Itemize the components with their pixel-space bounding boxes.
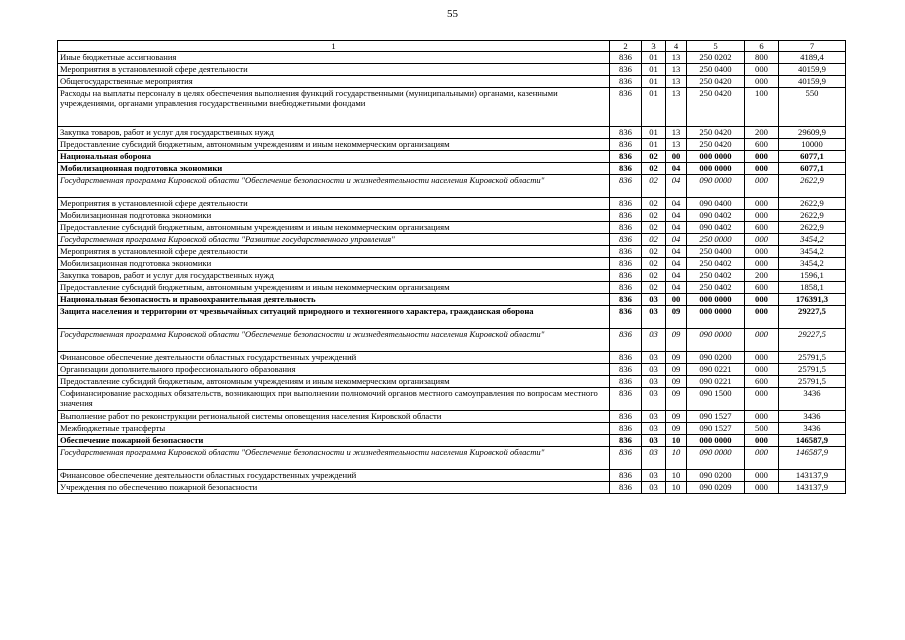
subsection-code-cell: 13 (666, 52, 687, 64)
amount-cell: 1596,1 (779, 270, 846, 282)
column-header: 5 (687, 41, 745, 52)
column-header: 2 (610, 41, 642, 52)
section-code-cell: 02 (642, 234, 666, 246)
subsection-code-cell: 09 (666, 329, 687, 352)
table-row (58, 329, 846, 352)
table-row (58, 388, 846, 411)
column-header: 1 (58, 41, 610, 52)
table-row (58, 139, 846, 151)
target-article-cell: 250 0402 (687, 270, 745, 282)
amount-cell: 3454,2 (779, 258, 846, 270)
row-name-cell: Закупка товаров, работ и услуг для государственных нужд (58, 127, 610, 139)
row-name-cell: Предоставление субсидий бюджетным, автономным учреждениям и иным некоммерческим организациям (58, 222, 610, 234)
expense-type-cell: 600 (745, 376, 779, 388)
amount-cell: 3454,2 (779, 234, 846, 246)
target-article-cell: 250 0420 (687, 76, 745, 88)
table-row (58, 482, 846, 494)
table-row (58, 64, 846, 76)
row-name-cell: Национальная безопасность и правоохранительная деятельность (58, 294, 610, 306)
amount-cell: 2622,9 (779, 210, 846, 222)
row-name-cell: Государственная программа Кировской области "Обеспечение безопасности и жизнедеятельности населения Кировской области" (58, 175, 610, 198)
admin-code-cell: 836 (610, 376, 642, 388)
expense-type-cell: 000 (745, 364, 779, 376)
subsection-code-cell: 00 (666, 294, 687, 306)
section-code-cell: 01 (642, 52, 666, 64)
amount-cell: 143137,9 (779, 482, 846, 494)
amount-cell: 25791,5 (779, 364, 846, 376)
target-article-cell: 090 0200 (687, 470, 745, 482)
expense-type-cell: 000 (745, 210, 779, 222)
target-article-cell: 250 0402 (687, 258, 745, 270)
section-code-cell: 01 (642, 88, 666, 127)
subsection-code-cell: 04 (666, 163, 687, 175)
section-code-cell: 02 (642, 270, 666, 282)
target-article-cell: 090 0402 (687, 222, 745, 234)
expense-type-cell: 000 (745, 198, 779, 210)
subsection-code-cell: 04 (666, 198, 687, 210)
section-code-cell: 03 (642, 482, 666, 494)
subsection-code-cell: 04 (666, 222, 687, 234)
amount-cell: 3454,2 (779, 246, 846, 258)
row-name-cell: Межбюджетные трансферты (58, 423, 610, 435)
admin-code-cell: 836 (610, 198, 642, 210)
amount-cell: 10000 (779, 139, 846, 151)
row-name-cell: Мобилизационная подготовка экономики (58, 210, 610, 222)
table-row (58, 423, 846, 435)
expense-type-cell: 100 (745, 88, 779, 127)
expense-type-cell: 600 (745, 139, 779, 151)
row-name-cell: Финансовое обеспечение деятельности областных государственных учреждений (58, 352, 610, 364)
target-article-cell: 250 0202 (687, 52, 745, 64)
table-row (58, 282, 846, 294)
row-name-cell: Выполнение работ по реконструкции региональной системы оповещения населения Кировской области (58, 411, 610, 423)
target-article-cell: 090 1527 (687, 411, 745, 423)
subsection-code-cell: 04 (666, 234, 687, 246)
expense-type-cell: 800 (745, 52, 779, 64)
table-row (58, 76, 846, 88)
target-article-cell: 000 0000 (687, 163, 745, 175)
table-row (58, 222, 846, 234)
amount-cell: 29609,9 (779, 127, 846, 139)
amount-cell: 176391,3 (779, 294, 846, 306)
expense-type-cell: 000 (745, 435, 779, 447)
target-article-cell: 250 0000 (687, 234, 745, 246)
subsection-code-cell: 04 (666, 270, 687, 282)
table-row (58, 163, 846, 175)
admin-code-cell: 836 (610, 64, 642, 76)
target-article-cell: 090 0000 (687, 175, 745, 198)
target-article-cell: 090 0200 (687, 352, 745, 364)
amount-cell: 146587,9 (779, 435, 846, 447)
row-name-cell: Государственная программа Кировской области "Развитие государственного управления" (58, 234, 610, 246)
subsection-code-cell: 09 (666, 364, 687, 376)
budget-table (57, 40, 846, 494)
admin-code-cell: 836 (610, 329, 642, 352)
amount-cell: 143137,9 (779, 470, 846, 482)
target-article-cell: 090 0400 (687, 198, 745, 210)
subsection-code-cell: 10 (666, 447, 687, 470)
table-row (58, 435, 846, 447)
section-code-cell: 03 (642, 423, 666, 435)
expense-type-cell: 000 (745, 294, 779, 306)
admin-code-cell: 836 (610, 423, 642, 435)
expense-type-cell: 000 (745, 246, 779, 258)
row-name-cell: Мероприятия в установленной сфере деятельности (58, 246, 610, 258)
subsection-code-cell: 09 (666, 388, 687, 411)
row-name-cell: Предоставление субсидий бюджетным, автономным учреждениям и иным некоммерческим организациям (58, 139, 610, 151)
subsection-code-cell: 09 (666, 306, 687, 329)
column-header: 3 (642, 41, 666, 52)
expense-type-cell: 000 (745, 258, 779, 270)
expense-type-cell: 000 (745, 411, 779, 423)
target-article-cell: 090 0000 (687, 447, 745, 470)
subsection-code-cell: 13 (666, 139, 687, 151)
admin-code-cell: 836 (610, 306, 642, 329)
admin-code-cell: 836 (610, 151, 642, 163)
target-article-cell: 090 0221 (687, 376, 745, 388)
section-code-cell: 03 (642, 329, 666, 352)
table-row (58, 234, 846, 246)
amount-cell: 29227,5 (779, 306, 846, 329)
admin-code-cell: 836 (610, 175, 642, 198)
subsection-code-cell: 10 (666, 470, 687, 482)
column-header: 4 (666, 41, 687, 52)
table-row (58, 470, 846, 482)
amount-cell: 4189,4 (779, 52, 846, 64)
section-code-cell: 03 (642, 306, 666, 329)
table-row (58, 127, 846, 139)
section-code-cell: 03 (642, 294, 666, 306)
subsection-code-cell: 09 (666, 423, 687, 435)
table-row (58, 258, 846, 270)
table-row (58, 198, 846, 210)
row-name-cell: Общегосударственные мероприятия (58, 76, 610, 88)
subsection-code-cell: 13 (666, 88, 687, 127)
admin-code-cell: 836 (610, 447, 642, 470)
admin-code-cell: 836 (610, 88, 642, 127)
admin-code-cell: 836 (610, 435, 642, 447)
table-row (58, 88, 846, 127)
subsection-code-cell: 13 (666, 76, 687, 88)
row-name-cell: Предоставление субсидий бюджетным, автономным учреждениям и иным некоммерческим организациям (58, 376, 610, 388)
section-code-cell: 03 (642, 470, 666, 482)
target-article-cell: 000 0000 (687, 435, 745, 447)
section-code-cell: 01 (642, 127, 666, 139)
section-code-cell: 03 (642, 376, 666, 388)
row-name-cell: Государственная программа Кировской области "Обеспечение безопасности и жизнедеятельности населения Кировской области" (58, 447, 610, 470)
admin-code-cell: 836 (610, 482, 642, 494)
expense-type-cell: 600 (745, 222, 779, 234)
target-article-cell: 000 0000 (687, 294, 745, 306)
column-header: 6 (745, 41, 779, 52)
amount-cell: 550 (779, 88, 846, 127)
admin-code-cell: 836 (610, 76, 642, 88)
column-header: 7 (779, 41, 846, 52)
subsection-code-cell: 09 (666, 352, 687, 364)
admin-code-cell: 836 (610, 210, 642, 222)
expense-type-cell: 200 (745, 127, 779, 139)
admin-code-cell: 836 (610, 139, 642, 151)
section-code-cell: 02 (642, 282, 666, 294)
row-name-cell: Защита населения и территории от чрезвычайных ситуаций природного и техногенного характера, гражданская оборона (58, 306, 610, 329)
admin-code-cell: 836 (610, 470, 642, 482)
row-name-cell: Обеспечение пожарной безопасности (58, 435, 610, 447)
expense-type-cell: 600 (745, 282, 779, 294)
page-number: 55 (447, 8, 458, 20)
table-row (58, 52, 846, 64)
subsection-code-cell: 10 (666, 435, 687, 447)
expense-type-cell: 000 (745, 163, 779, 175)
expense-type-cell: 000 (745, 470, 779, 482)
table-row (58, 352, 846, 364)
expense-type-cell: 000 (745, 352, 779, 364)
subsection-code-cell: 13 (666, 64, 687, 76)
admin-code-cell: 836 (610, 163, 642, 175)
subsection-code-cell: 09 (666, 411, 687, 423)
section-code-cell: 01 (642, 139, 666, 151)
amount-cell: 146587,9 (779, 447, 846, 470)
subsection-code-cell: 10 (666, 482, 687, 494)
admin-code-cell: 836 (610, 411, 642, 423)
target-article-cell: 090 1527 (687, 423, 745, 435)
section-code-cell: 02 (642, 258, 666, 270)
section-code-cell: 03 (642, 447, 666, 470)
expense-type-cell: 200 (745, 270, 779, 282)
admin-code-cell: 836 (610, 364, 642, 376)
row-name-cell: Иные бюджетные ассигнования (58, 52, 610, 64)
subsection-code-cell: 04 (666, 246, 687, 258)
table-header-row (58, 41, 846, 52)
target-article-cell: 090 0209 (687, 482, 745, 494)
expense-type-cell: 000 (745, 234, 779, 246)
amount-cell: 3436 (779, 388, 846, 411)
target-article-cell: 250 0420 (687, 127, 745, 139)
expense-type-cell: 000 (745, 482, 779, 494)
section-code-cell: 03 (642, 388, 666, 411)
expense-type-cell: 000 (745, 329, 779, 352)
section-code-cell: 01 (642, 76, 666, 88)
admin-code-cell: 836 (610, 258, 642, 270)
row-name-cell: Мероприятия в установленной сфере деятельности (58, 198, 610, 210)
expense-type-cell: 000 (745, 388, 779, 411)
subsection-code-cell: 00 (666, 151, 687, 163)
amount-cell: 40159,9 (779, 76, 846, 88)
subsection-code-cell: 04 (666, 258, 687, 270)
admin-code-cell: 836 (610, 282, 642, 294)
amount-cell: 1858,1 (779, 282, 846, 294)
row-name-cell: Расходы на выплаты персоналу в целях обеспечения выполнения функций государственными (муниципальными) органами, казенными учреждениями, органами управления государственными внебюджетными фондами (58, 88, 610, 127)
table-row (58, 210, 846, 222)
target-article-cell: 250 0400 (687, 64, 745, 76)
row-name-cell: Мобилизационная подготовка экономики (58, 163, 610, 175)
subsection-code-cell: 04 (666, 210, 687, 222)
expense-type-cell: 000 (745, 64, 779, 76)
target-article-cell: 250 0420 (687, 139, 745, 151)
section-code-cell: 03 (642, 364, 666, 376)
amount-cell: 2622,9 (779, 175, 846, 198)
amount-cell: 2622,9 (779, 198, 846, 210)
expense-type-cell: 500 (745, 423, 779, 435)
admin-code-cell: 836 (610, 127, 642, 139)
target-article-cell: 090 0221 (687, 364, 745, 376)
subsection-code-cell: 04 (666, 282, 687, 294)
table-row (58, 306, 846, 329)
table-row (58, 376, 846, 388)
row-name-cell: Организации дополнительного профессионального образования (58, 364, 610, 376)
target-article-cell: 000 0000 (687, 306, 745, 329)
subsection-code-cell: 13 (666, 127, 687, 139)
expense-type-cell: 000 (745, 447, 779, 470)
amount-cell: 29227,5 (779, 329, 846, 352)
table-row (58, 447, 846, 470)
section-code-cell: 03 (642, 435, 666, 447)
admin-code-cell: 836 (610, 388, 642, 411)
section-code-cell: 02 (642, 198, 666, 210)
row-name-cell: Мобилизационная подготовка экономики (58, 258, 610, 270)
admin-code-cell: 836 (610, 222, 642, 234)
subsection-code-cell: 04 (666, 175, 687, 198)
table-row (58, 246, 846, 258)
amount-cell: 25791,5 (779, 352, 846, 364)
admin-code-cell: 836 (610, 270, 642, 282)
table-row (58, 270, 846, 282)
row-name-cell: Финансовое обеспечение деятельности областных государственных учреждений (58, 470, 610, 482)
admin-code-cell: 836 (610, 352, 642, 364)
expense-type-cell: 000 (745, 151, 779, 163)
target-article-cell: 000 0000 (687, 151, 745, 163)
row-name-cell: Государственная программа Кировской области "Обеспечение безопасности и жизнедеятельности населения Кировской области" (58, 329, 610, 352)
target-article-cell: 250 0420 (687, 88, 745, 127)
section-code-cell: 03 (642, 352, 666, 364)
section-code-cell: 03 (642, 411, 666, 423)
row-name-cell: Национальная оборона (58, 151, 610, 163)
target-article-cell: 250 0402 (687, 282, 745, 294)
amount-cell: 6077,1 (779, 151, 846, 163)
amount-cell: 2622,9 (779, 222, 846, 234)
row-name-cell: Мероприятия в установленной сфере деятельности (58, 64, 610, 76)
section-code-cell: 01 (642, 64, 666, 76)
amount-cell: 3436 (779, 423, 846, 435)
row-name-cell: Софинансирование расходных обязательств, возникающих при выполнении полномочий органов местного самоуправления по вопросам местного значения (58, 388, 610, 411)
admin-code-cell: 836 (610, 234, 642, 246)
amount-cell: 25791,5 (779, 376, 846, 388)
expense-type-cell: 000 (745, 76, 779, 88)
amount-cell: 3436 (779, 411, 846, 423)
expense-type-cell: 000 (745, 175, 779, 198)
row-name-cell: Учреждения по обеспечению пожарной безопасности (58, 482, 610, 494)
table-row (58, 151, 846, 163)
table-row (58, 364, 846, 376)
table-row (58, 175, 846, 198)
row-name-cell: Предоставление субсидий бюджетным, автономным учреждениям и иным некоммерческим организациям (58, 282, 610, 294)
admin-code-cell: 836 (610, 52, 642, 64)
target-article-cell: 090 0402 (687, 210, 745, 222)
section-code-cell: 02 (642, 210, 666, 222)
section-code-cell: 02 (642, 222, 666, 234)
admin-code-cell: 836 (610, 294, 642, 306)
table-row (58, 411, 846, 423)
row-name-cell: Закупка товаров, работ и услуг для государственных нужд (58, 270, 610, 282)
section-code-cell: 02 (642, 246, 666, 258)
subsection-code-cell: 09 (666, 376, 687, 388)
section-code-cell: 02 (642, 163, 666, 175)
section-code-cell: 02 (642, 175, 666, 198)
admin-code-cell: 836 (610, 246, 642, 258)
amount-cell: 6077,1 (779, 163, 846, 175)
target-article-cell: 250 0400 (687, 246, 745, 258)
target-article-cell: 090 0000 (687, 329, 745, 352)
target-article-cell: 090 1500 (687, 388, 745, 411)
amount-cell: 40159,9 (779, 64, 846, 76)
expense-type-cell: 000 (745, 306, 779, 329)
table-row (58, 294, 846, 306)
section-code-cell: 02 (642, 151, 666, 163)
